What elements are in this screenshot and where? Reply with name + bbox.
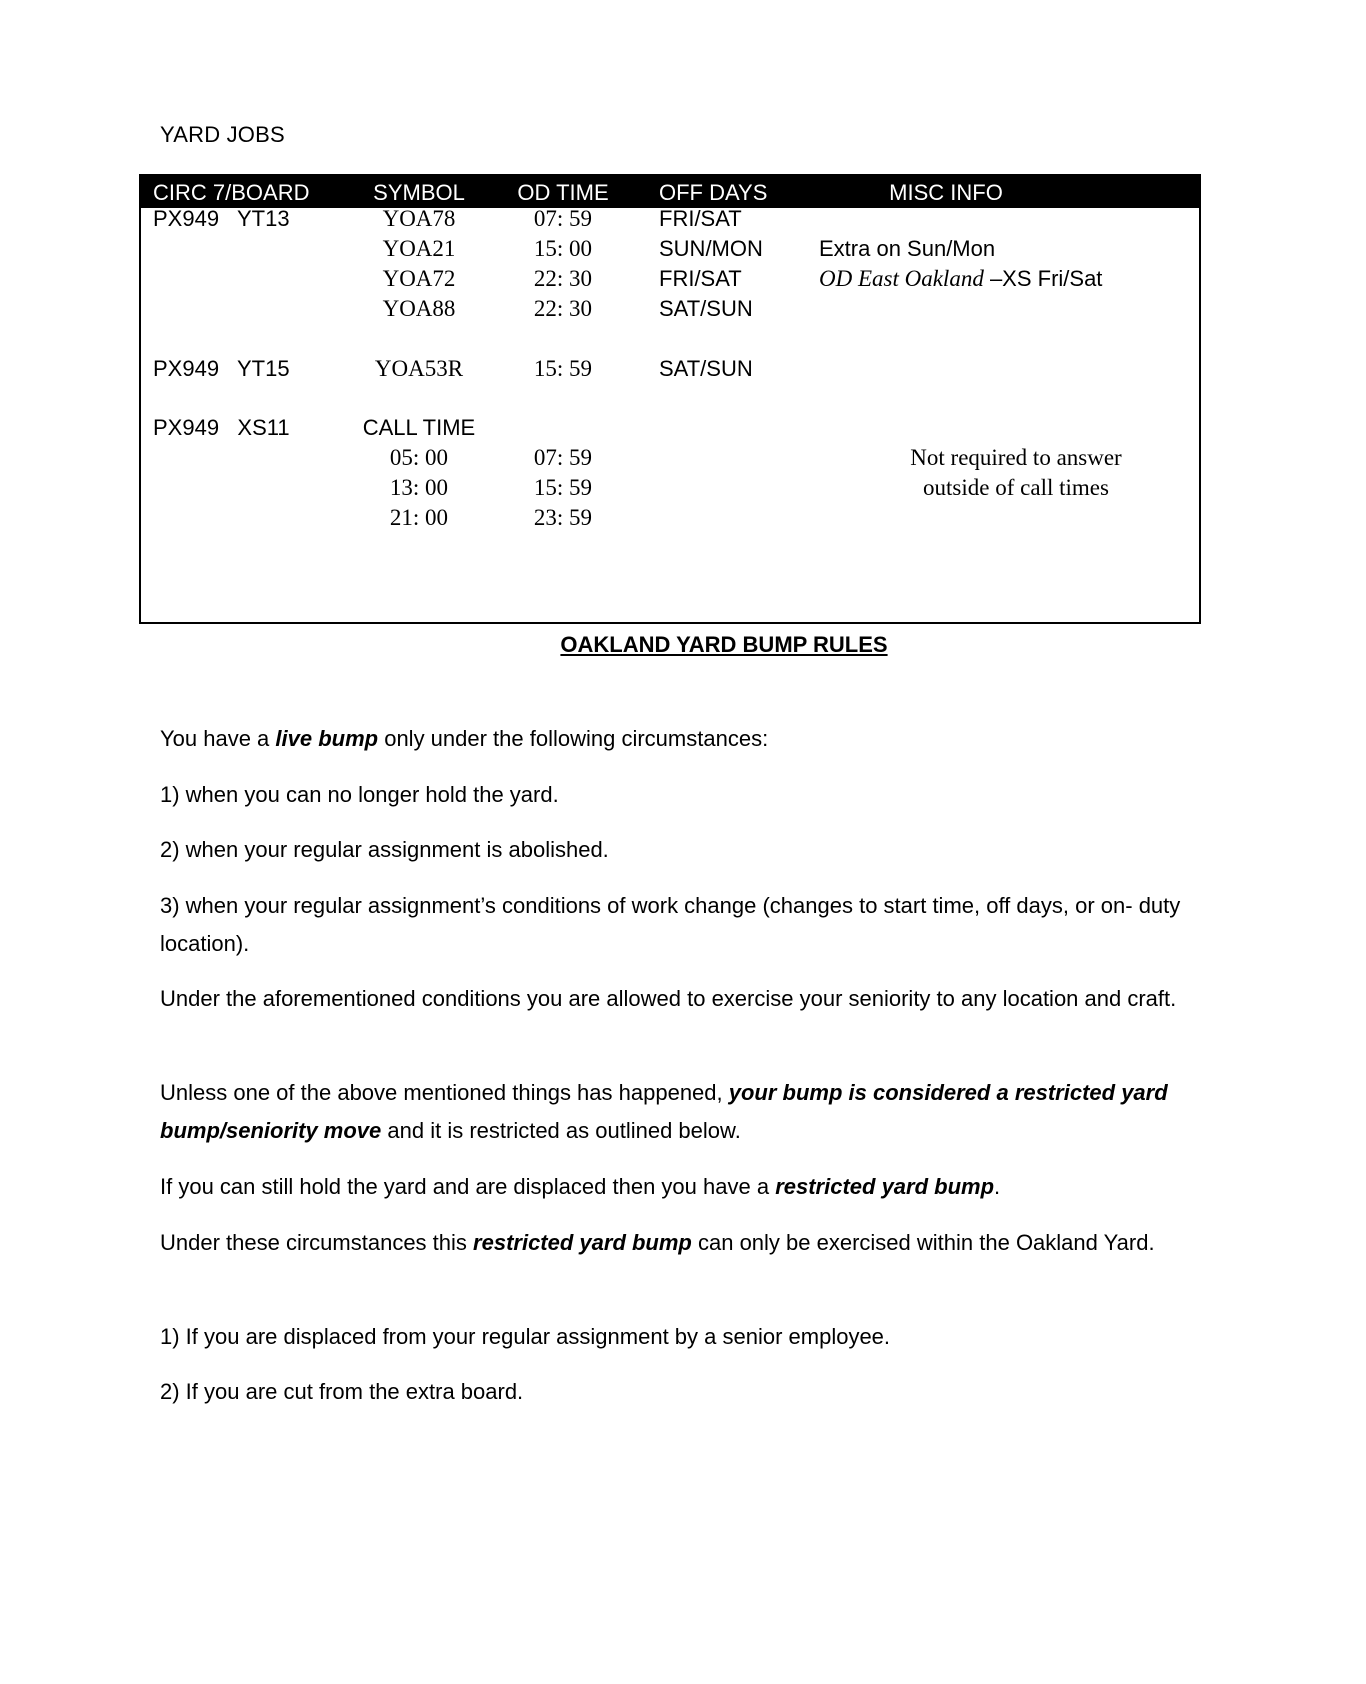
symbol-cell: YOA21 [382, 236, 456, 261]
rules-paragraph: 1) If you are displaced from your regular assignment by a senior employee. [160, 1324, 891, 1349]
off-days-cell: SAT/SUN [659, 356, 753, 381]
od-time-cell: 07: 59 [533, 445, 593, 470]
emphasis-text: live bump [275, 726, 379, 751]
misc-note-line: Not required to answer [910, 445, 1122, 470]
table-header-row [141, 176, 1199, 208]
rules-paragraph: 1) when you can no longer hold the yard. [160, 782, 559, 807]
emphasis-text: your bump is considered a restricted yard bump/seniority move [160, 1080, 1168, 1143]
text-run: You have a [160, 726, 276, 751]
rules-title-text: OAKLAND YARD BUMP RULES [560, 632, 888, 657]
rules-paragraph: Under the aforementioned conditions you are allowed to exercise your seniority to any location and craft. [160, 986, 1177, 1011]
emphasis-text: restricted yard bump [775, 1174, 995, 1199]
circ-board-cell: PX949 YT15 [153, 356, 290, 381]
call-time-label: CALL TIME [362, 415, 476, 440]
rules-paragraph [160, 1224, 1210, 1262]
circ-board-cell: PX949 XS11 [153, 415, 290, 440]
rules-paragraph: 3) when your regular assignment’s conditions of work change (changes to start time, off days, or on- duty location). [160, 893, 1181, 956]
header-symbol: SYMBOL [373, 180, 465, 205]
text-run: Unless one of the above mentioned things has happened, [160, 1080, 729, 1105]
text-run: If you can still hold the yard and are displaced then you have a [160, 1174, 776, 1199]
rules-paragraph [160, 720, 1210, 758]
call-time-cell: 13: 00 [389, 475, 449, 500]
call-time-cell: 05: 00 [389, 445, 449, 470]
page-title: YARD JOBS [160, 122, 285, 147]
od-time-cell: 15: 59 [533, 356, 593, 381]
rules-paragraph: 2) If you are cut from the extra board. [160, 1379, 524, 1404]
header-off-days: OFF DAYS [659, 180, 768, 205]
text-run: . [994, 1174, 1001, 1199]
off-days-cell: SUN/MON [659, 236, 763, 261]
rules-title [0, 632, 1366, 658]
text-run: Under these circumstances this [160, 1230, 474, 1255]
emphasis-text: restricted yard bump [473, 1230, 692, 1255]
header-misc-info: MISC INFO [889, 180, 1003, 205]
off-days-cell: FRI/SAT [659, 266, 742, 291]
text-run: can only be exercised within the Oakland Yard. [691, 1230, 1155, 1255]
text-run: only under the following circumstances: [378, 726, 769, 751]
misc-info-cell [819, 265, 1102, 293]
misc-info-italic: OD East Oakland [819, 266, 984, 291]
od-time-cell: 23: 59 [533, 505, 593, 530]
misc-note-line: outside of call times [923, 475, 1109, 500]
rules-paragraph: 2) when your regular assignment is abolished. [160, 837, 609, 862]
od-time-cell: 07: 59 [533, 206, 593, 231]
symbol-cell: YOA53R [374, 356, 464, 381]
off-days-cell: SAT/SUN [659, 296, 753, 321]
yard-jobs-table [139, 174, 1201, 624]
circ-board-cell: PX949 YT13 [153, 206, 290, 231]
od-time-cell: 15: 00 [533, 236, 593, 261]
rules-paragraph [160, 1168, 1210, 1206]
od-time-cell: 22: 30 [533, 296, 593, 321]
od-time-cell: 15: 59 [533, 475, 593, 500]
symbol-cell: YOA88 [382, 296, 456, 321]
od-time-cell: 22: 30 [533, 266, 593, 291]
misc-info-suffix: –XS Fri/Sat [983, 266, 1103, 291]
header-circ-board: CIRC 7/BOARD [153, 180, 310, 205]
symbol-cell: YOA78 [382, 206, 456, 231]
off-days-cell: FRI/SAT [659, 206, 742, 231]
rules-paragraph [160, 1074, 1210, 1150]
misc-info-cell: Extra on Sun/Mon [819, 236, 996, 261]
header-od-time: OD TIME [517, 180, 609, 205]
symbol-cell: YOA72 [382, 266, 456, 291]
text-run: and it is restricted as outlined below. [381, 1118, 741, 1143]
call-time-cell: 21: 00 [389, 505, 449, 530]
